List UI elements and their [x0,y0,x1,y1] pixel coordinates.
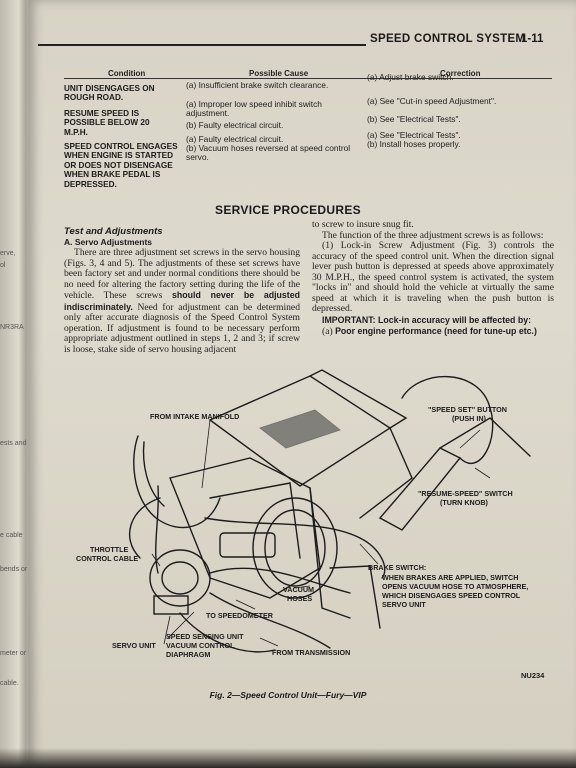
label-brake-line: WHEN BRAKES ARE APPLIED, SWITCH [382,573,519,582]
left-page-fragment: erve, [0,250,16,257]
figure-code: NU234 [521,671,545,680]
table-cell-condition: SPEED CONTROL ENGAGES WHEN ENGINE IS STARTED OR DOES NOT DISENGAGE WHEN BRAKE PEDAL IS DEPRESSED. [64,142,178,189]
table-cell-condition: RESUME SPEED IS POSSIBLE BELOW 20 M.P.H. [64,109,150,137]
label-brake-line: WHICH DISENGAGES SPEED CONTROL [382,591,521,600]
body-column-left [64,248,300,355]
label-speed-sensing-unit: SPEED SENSING UNIT [166,632,244,641]
label-diaphragm: DIAPHRAGM [166,650,211,659]
body-paragraph [312,326,554,338]
table-cell-cause: (a) Improper low speed inhibit switch adjustment. [186,99,322,119]
left-page-fragment: bends or [0,566,28,573]
left-page-fragment: ol [0,262,6,269]
table-cell-correction: (a) See "Cut-in speed Adjustment". [367,96,497,106]
page-number: 1-11 [521,33,544,45]
label-throttle: THROTTLE [90,545,129,554]
table-cell-correction: (a) See "Electrical Tests". [367,130,461,140]
body-paragraph: The function of the three adjustment screws is as follows: [322,229,544,241]
body-paragraph: (1) Lock-in Screw Adjustment (Fig. 3) controls the accuracy of the speed control unit. When the direction signal lever push button is depressed at speeds above approximately 30 M.P.H., the speed control system is activated, the system "locks in" and should hold the vehicle at virtually the same speed at which it is traveling when the push button is depressed. [312,240,554,314]
pedal-bracket [330,566,380,628]
column-header-cause: Possible Cause [249,69,309,78]
table-cell-cause: (b) Faulty electrical circuit. [186,120,284,130]
column-header-condition: Condition [108,69,146,78]
label-brake-line: OPENS VACUUM HOSE TO ATMOSPHERE, [382,582,529,591]
list-label: (a) [322,326,333,337]
page-header-title: SPEED CONTROL SYSTEM [370,33,526,45]
header-rule [38,44,366,46]
label-throttle-sub: CONTROL CABLE [76,554,139,563]
leader-line [202,420,210,488]
air-cleaner-outline [134,436,220,528]
label-speed-set-button: "SPEED SET" BUTTON [428,405,507,414]
label-speed-set-sub: (PUSH IN) [452,414,486,423]
leader-line [460,430,480,448]
leader-line [260,638,278,646]
adjacent-page-edge [0,0,26,768]
table-cell-cause: (a) Faulty electrical circuit. [186,134,284,144]
section-title: SERVICE PROCEDURES [215,203,361,217]
label-servo-unit: SERVO UNIT [112,641,156,650]
left-page-fragment: e cable [0,532,23,539]
label-brake-line: SERVO UNIT [382,600,426,609]
table-cell-correction: (b) See "Electrical Tests". [367,114,461,124]
left-page-fragment: meter or [0,650,27,657]
subsection-title: Test and Adjustments [64,226,163,237]
body-text-bold: should never be adjusted indiscriminately. [64,290,300,312]
left-page-fragment: ests and [0,440,27,447]
body-text-bold: Poor engine performance (need for tune-up etc.) [335,326,537,336]
label-resume-speed-switch: "RESUME-SPEED" SWITCH [418,489,513,498]
leader-line [360,544,378,564]
subsubsection-title: A. Servo Adjustments [64,237,153,247]
photo-bottom-shadow [0,748,576,768]
body-text: There are three adjustment set screws in the servo housing (Figs. 3, 4 and 5). The adjustments of these set screws have been factory set and under normal conditions there should be no need for altering the factory setting during the life of the vehicle. These screws [64,247,300,301]
body-paragraph [64,248,300,355]
label-resume-sub: (TURN KNOB) [440,498,488,507]
label-vacuum-hoses-sub: HOSES [287,594,313,603]
column-header-correction: Correction [440,69,481,78]
body-paragraph-important [312,315,554,327]
body-paragraph: to screw to insure snug fit. [312,219,414,230]
servo-unit-body [150,550,210,606]
left-page-fragment: cable. [0,680,19,687]
label-vacuum-hoses: VACUUM [283,585,315,594]
label-to-speedometer: TO SPEEDOMETER [206,611,273,620]
table-cell-cause: (b) Vacuum hoses reversed at speed control servo. [186,143,351,163]
firewall-grille [260,410,340,448]
air-cleaner-rim [144,442,164,506]
label-from-transmission: FROM TRANSMISSION [272,648,351,657]
leader-line [475,468,490,478]
left-page-fragment: NR3RA [0,324,24,331]
table-cell-correction: (a) Adjust brake switch. [367,72,454,82]
label-vacuum-control: VACUUM CONTROL [166,641,235,650]
body-column-right [312,220,554,338]
label-intake-manifold: FROM INTAKE MANIFOLD [150,412,240,421]
vacuum-hose [205,518,360,538]
table-cell-cause: (a) Insufficient brake switch clearance. [186,80,329,90]
table-cell-correction: (b) Install hoses properly. [367,139,461,149]
body-text: Need for adjustment can be determined only after accurate diagnosis of the Speed Control System operation. If adjustment is found to be necessary perform appropriate adjustment outlined in steps 1, 2 and 3; if screw is loose, stake side of servo housing adjacent [64,301,300,355]
brake-pedal-arm [310,488,350,618]
figure-caption: Fig. 2—Speed Control Unit—Fury—VIP [209,690,367,700]
body-text-bold: IMPORTANT: Lock-in accuracy will be affected by: [322,314,532,325]
turn-signal-lever [440,418,530,456]
servo-unit-diaphragm [162,562,198,594]
table-cell-condition: UNIT DISENGAGES ON ROUGH ROAD. [64,84,155,103]
label-brake-switch: BRAKE SWITCH: [368,563,427,572]
